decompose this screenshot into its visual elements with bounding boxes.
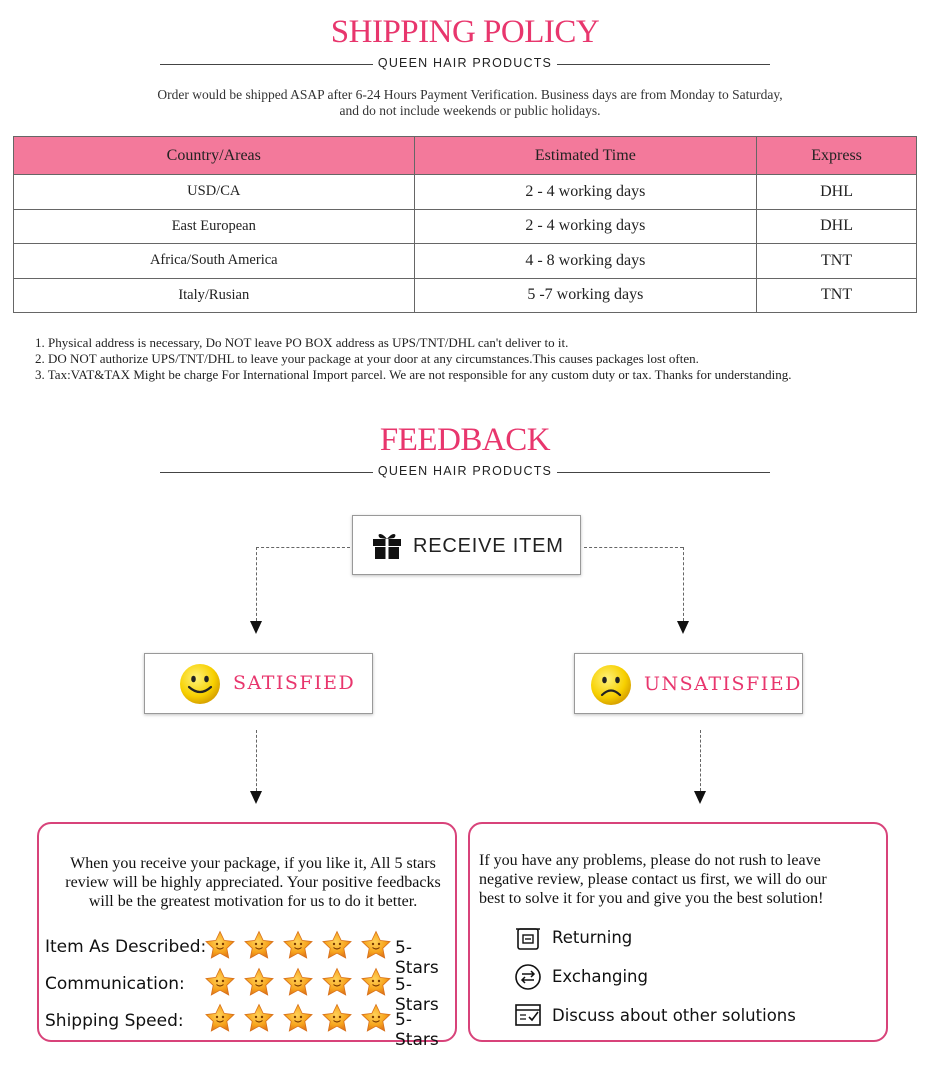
table-row — [14, 278, 917, 313]
option-returning: Returning — [552, 928, 633, 947]
star-icon — [282, 967, 314, 997]
star-icon — [282, 1003, 314, 1033]
rating-suffix-shipping: 5-Stars — [395, 1010, 439, 1050]
happy-face-icon — [178, 662, 222, 706]
satisfied-message — [53, 854, 453, 911]
table-header-row — [14, 137, 917, 175]
rating-suffix-item: 5-Stars — [395, 938, 439, 978]
connector-right-h — [584, 547, 683, 548]
star-icon — [282, 930, 314, 960]
connector-satisfied-v — [256, 730, 257, 791]
arrow-down-icon — [677, 621, 689, 634]
shipping-notes — [35, 335, 792, 383]
satisfied-line-3: will be the greatest motivation for us to do it better. — [88, 893, 418, 910]
table-row — [14, 175, 917, 210]
option-discuss: Discuss about other solutions — [552, 1006, 796, 1025]
rating-suffix-communication: 5-Stars — [395, 975, 439, 1015]
shipping-subtitle-text: QUEEN HAIR PRODUCTS — [373, 56, 557, 70]
cell-time: 5 -7 working days — [414, 278, 757, 313]
rating-label-item: Item As Described: — [45, 937, 207, 957]
star-icon — [243, 1003, 275, 1033]
unsatisfied-box — [574, 653, 803, 714]
star-icon — [360, 1003, 392, 1033]
shipping-intro — [0, 87, 930, 119]
satisfied-panel — [37, 822, 457, 1050]
shipping-subtitle — [160, 56, 770, 72]
cell-time: 4 - 8 working days — [414, 244, 757, 279]
rating-label-shipping: Shipping Speed: — [45, 1011, 184, 1031]
arrow-down-icon — [250, 621, 262, 634]
sad-face-icon — [589, 663, 633, 707]
unsatisfied-line-3: best to solve it for you and give you the best solution! — [479, 890, 824, 907]
satisfied-line-1: When you receive your package, if you like it, All 5 stars — [70, 855, 436, 872]
star-icon — [204, 967, 236, 997]
feedback-subtitle — [160, 464, 770, 480]
cell-country: Africa/South America — [14, 244, 415, 279]
unsatisfied-line-2: negative review, please contact us first, we will do our — [479, 871, 827, 888]
star-icon — [360, 930, 392, 960]
option-exchanging: Exchanging — [552, 967, 648, 986]
connector-left-v — [256, 547, 257, 621]
discuss-icon — [514, 1002, 542, 1030]
header-estimated-time: Estimated Time — [414, 137, 757, 175]
connector-unsatisfied-v — [700, 730, 701, 791]
note-3: 3. Tax:VAT&TAX Might be charge For International Import parcel. We are not responsible for any custom duty or tax. Thanks for understanding. — [35, 367, 792, 382]
shipping-intro-line-1: Order would be shipped ASAP after 6-24 Hours Payment Verification. Business days are from Monday to Saturday, — [157, 87, 783, 102]
shipping-intro-line-2: and do not include weekends or public holidays. — [339, 103, 601, 118]
cell-express: TNT — [757, 244, 917, 279]
arrow-down-icon — [250, 791, 262, 804]
unsatisfied-message — [479, 851, 879, 908]
star-icon — [204, 1003, 236, 1033]
unsatisfied-label: UNSATISFIED — [644, 673, 802, 695]
star-icon — [360, 967, 392, 997]
feedback-subtitle-text: QUEEN HAIR PRODUCTS — [373, 464, 557, 478]
feedback-title: FEEDBACK — [379, 422, 551, 458]
gift-icon — [371, 529, 403, 561]
satisfied-label: SATISFIED — [233, 672, 356, 694]
header-express: Express — [757, 137, 917, 175]
receive-item-box — [352, 515, 581, 575]
table-row — [14, 209, 917, 244]
returning-icon — [514, 924, 542, 952]
connector-right-v — [683, 547, 684, 621]
satisfied-line-2: review will be highly appreciated. Your positive feedbacks — [65, 874, 441, 891]
note-2: 2. DO NOT authorize UPS/TNT/DHL to leave your package at your door at any circumstances.This causes packages lost often. — [35, 351, 699, 366]
cell-express: DHL — [757, 175, 917, 210]
cell-country: USD/CA — [14, 175, 415, 210]
star-icon — [243, 967, 275, 997]
star-icon — [243, 930, 275, 960]
cell-express: TNT — [757, 278, 917, 313]
cell-country: Italy/Rusian — [14, 278, 415, 313]
satisfied-box — [144, 653, 373, 714]
rating-label-communication: Communication: — [45, 974, 185, 994]
table-row — [14, 244, 917, 279]
exchanging-icon — [514, 963, 542, 991]
star-icon — [204, 930, 236, 960]
note-1: 1. Physical address is necessary, Do NOT leave PO BOX address as UPS/TNT/DHL can't deliver to it. — [35, 335, 569, 350]
unsatisfied-line-1: If you have any problems, please do not rush to leave — [479, 852, 821, 869]
cell-time: 2 - 4 working days — [414, 209, 757, 244]
unsatisfied-panel — [468, 822, 888, 1042]
header-country: Country/Areas — [14, 137, 415, 175]
shipping-title: SHIPPING POLICY — [330, 14, 600, 50]
connector-left-h — [256, 547, 350, 548]
arrow-down-icon — [694, 791, 706, 804]
star-icon — [321, 967, 353, 997]
receive-item-label: RECEIVE ITEM — [413, 535, 564, 557]
star-icon — [321, 1003, 353, 1033]
star-icon — [321, 930, 353, 960]
cell-country: East European — [14, 209, 415, 244]
cell-express: DHL — [757, 209, 917, 244]
shipping-table — [13, 136, 917, 313]
cell-time: 2 - 4 working days — [414, 175, 757, 210]
